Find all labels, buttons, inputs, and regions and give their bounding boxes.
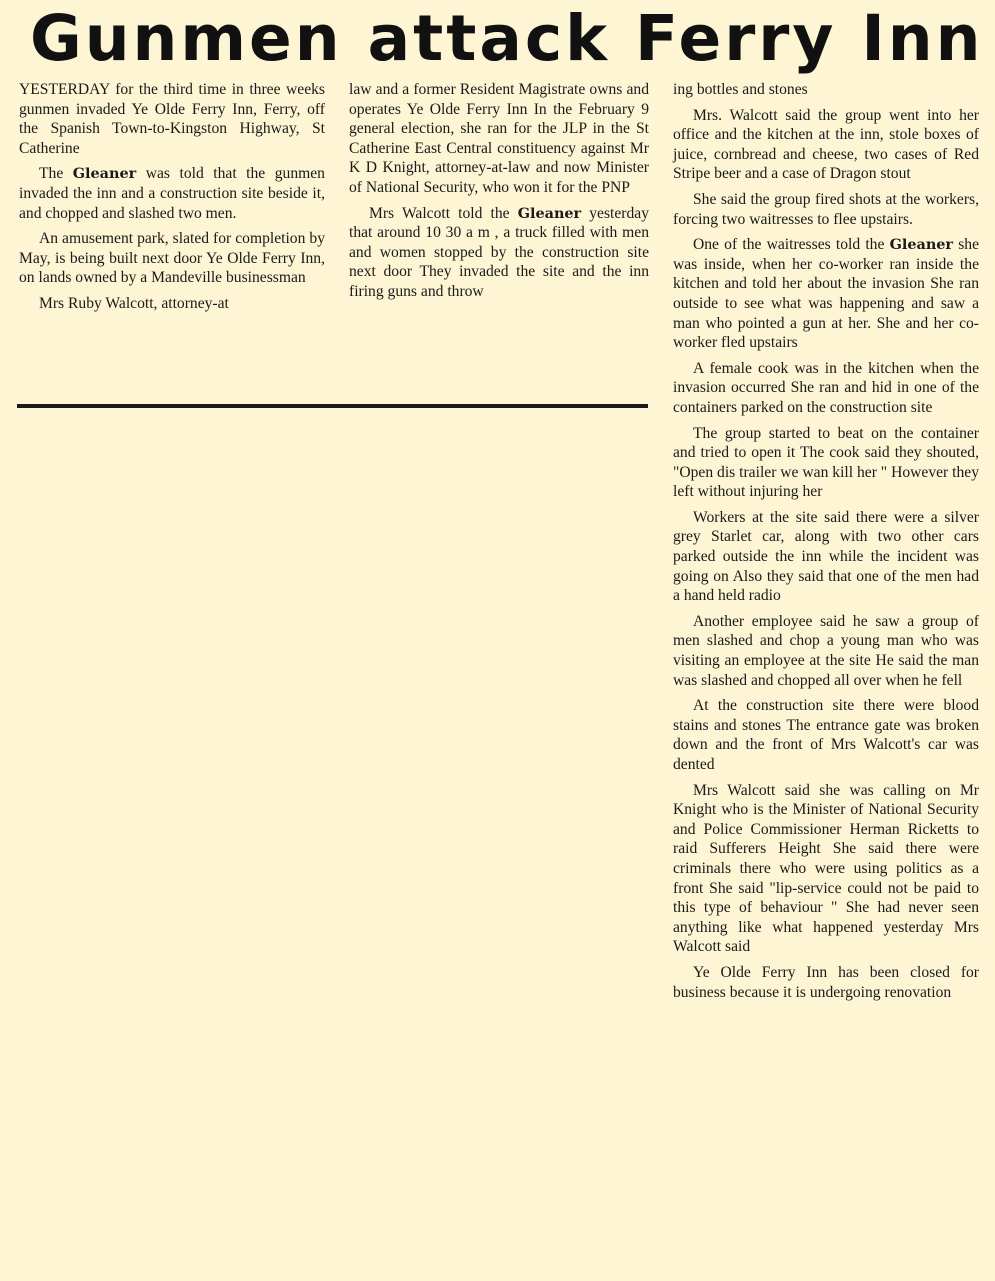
paragraph: Mrs Walcott told the Gleaner yesterday that around 10 30 a m , a truck filled with men and women stopped by the construction site next door They invaded the site and the inn firing guns and throw [349,204,649,300]
article-column-2 [349,80,649,308]
paragraph: The Gleaner was told that the gunmen invaded the inn and a construction site beside it, and chopped and slashed two men. [19,165,325,222]
paragraph: Mrs. Walcott said the group went into her office and the kitchen at the inn, stole boxes of juice, cornbread and cheese, two cases of Red Stripe beer and a case of Dragon stout [673,106,979,183]
paragraph: A female cook was in the kitchen when the invasion occurred She ran and hid in one of the containers parked on the construction site [673,359,979,416]
paragraph: She said the group fired shots at the workers, forcing two waitresses to flee upstairs. [673,190,979,228]
paragraph: YESTERDAY for the third time in three weeks gunmen invaded Ye Olde Ferry Inn, Ferry, off the Spanish Town-to-Kingston Highway, St Catherine [19,81,325,157]
paragraph: One of the waitresses told the Gleaner she was inside, when her co-worker ran inside the kitchen and told her about the invasion She ran outside to see what was happening and saw a man who pointed a gun at her. She and her co-worker fled upstairs [673,236,979,352]
newspaper-name: Gleaner [889,236,954,254]
newspaper-name: Gleaner [517,204,582,222]
paragraph: At the construction site there were blood stains and stones The entrance gate was broken down and the front of Mrs Walcott's car was dented [673,697,979,773]
column-divider-rule [17,404,648,408]
paragraph: Workers at the site said there were a silver grey Starlet car, along with two other cars parked outside the inn while the incident was going on Also they said that one of the men had a hand held radio [673,508,979,605]
paragraph: An amusement park, slated for completion by May, is being built next door Ye Olde Ferry Inn, on lands owned by a Mandeville businessman [19,230,325,287]
paragraph: law and a former Resident Magistrate owns and operates Ye Olde Ferry Inn In the February 9 general election, she ran for the JLP in the St Catherine East Central constituency against Mr K D Knight, attorney-at-law and now Minister of National Security, who won it for the PNP [349,81,649,196]
paragraph: ing bottles and stones [673,81,808,98]
newspaper-name: Gleaner [72,165,137,183]
article-column-3 [673,80,979,1008]
paragraph: Mrs Walcott said she was calling on Mr Knight who is the Minister of National Security and Police Commissioner Herman Ricketts to raid Sufferers Height She said there were criminals there who were using politics as a front She said "lip-service could not be paid to this type of behaviour " She had never seen anything like what happened yesterday Mrs Walcott said [673,781,979,956]
paragraph: Ye Olde Ferry Inn has been closed for business because it is undergoing renovation [673,963,979,1001]
paragraph: Another employee said he saw a group of men slashed and chop a young man who was visiting an employee at the site He said the man was slashed and chopped all over when he fell [673,612,979,689]
paragraph: Mrs Ruby Walcott, attorney-at [39,294,229,312]
headline: Gunmen attack Ferry Inn [30,2,984,75]
article-column-1 [19,80,325,320]
paragraph: The group started to beat on the container and tried to open it The cook said they shouted, "Open dis trailer we wan kill her " However they left without injuring her [673,424,979,501]
